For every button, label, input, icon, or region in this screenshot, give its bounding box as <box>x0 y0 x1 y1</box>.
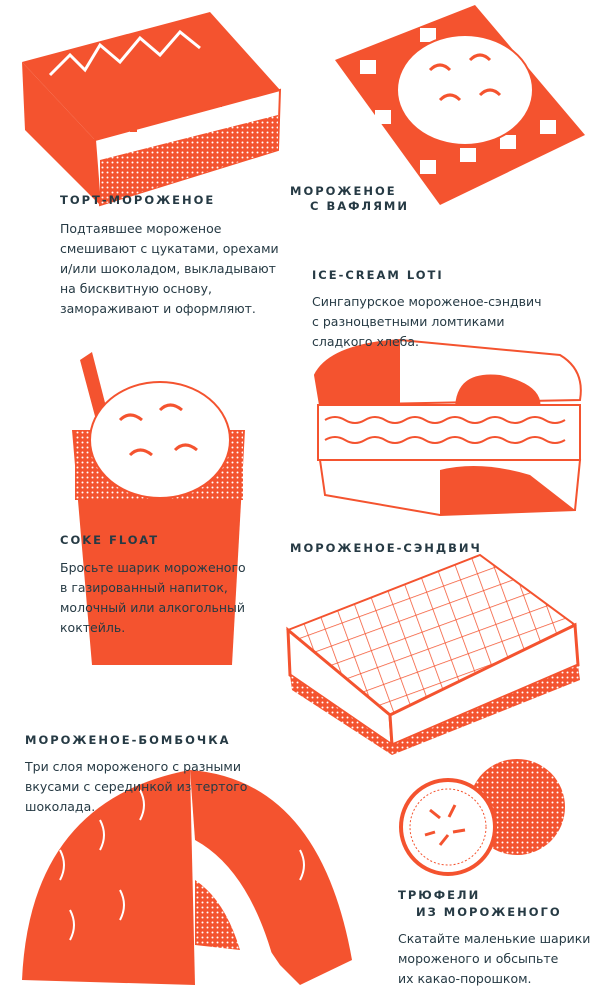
desc-line: Бросьте шарик мороженого <box>60 560 246 575</box>
desc-line: вкусами с серединкой из тертого <box>25 779 248 794</box>
wafer-sandwich-illustration <box>288 555 580 755</box>
desc-line: замораживают и оформляют. <box>60 301 256 316</box>
desc-line: смешивают с цукатами, орехами <box>60 241 279 256</box>
item-desc-truffles <box>398 929 590 989</box>
item-desc-loti <box>312 292 542 352</box>
item-title-waffle: МОРОЖЕНОЕ <box>290 184 397 198</box>
desc-line: их какао-порошком. <box>398 971 532 986</box>
desc-line: коктейль. <box>60 620 126 635</box>
desc-line: шоколада. <box>25 799 96 814</box>
item-title-cake: ТОРТ-МОРОЖЕНОЕ <box>60 193 216 207</box>
item-desc-cake <box>60 219 279 319</box>
desc-line: Скатайте маленькие шарики <box>398 931 591 946</box>
waffle-ice-cream-illustration <box>335 5 585 205</box>
item-title-coke-float: COKE FLOAT <box>60 533 160 547</box>
ice-cream-cake-illustration <box>22 12 280 205</box>
desc-line: с разноцветными ломтиками <box>312 314 505 329</box>
item-title-truffles: ТРЮФЕЛИ <box>398 888 481 902</box>
desc-line: и/или шоколадом, выкладывают <box>60 261 276 276</box>
desc-line: молочный или алкогольный <box>60 600 246 615</box>
desc-line: Сингапурское мороженое-сэндвич <box>312 294 542 309</box>
desc-line: сладкого хлеба. <box>312 334 419 349</box>
item-desc-bombe <box>25 757 247 817</box>
item-desc-coke-float <box>60 558 246 638</box>
item-title-waffle-line2: С ВАФЛЯМИ <box>310 199 409 213</box>
item-title-bombe: МОРОЖЕНОЕ-БОМБОЧКА <box>25 733 231 747</box>
desc-line: Три слоя мороженого с разными <box>25 759 241 774</box>
truffles-illustration <box>401 759 565 874</box>
desc-line: мороженого и обсыпьте <box>398 951 559 966</box>
item-title-sandwich: МОРОЖЕНОЕ-СЭНДВИЧ <box>290 541 482 555</box>
bread-sandwich-illustration <box>315 340 581 515</box>
desc-line: в газированный напиток, <box>60 580 228 595</box>
item-title-truffles-line2: ИЗ МОРОЖЕНОГО <box>416 905 562 919</box>
desc-line: Подтаявшее мороженое <box>60 221 222 236</box>
desc-line: на бисквитную основу, <box>60 281 212 296</box>
item-title-loti: ICE-CREAM LOTI <box>312 268 444 282</box>
